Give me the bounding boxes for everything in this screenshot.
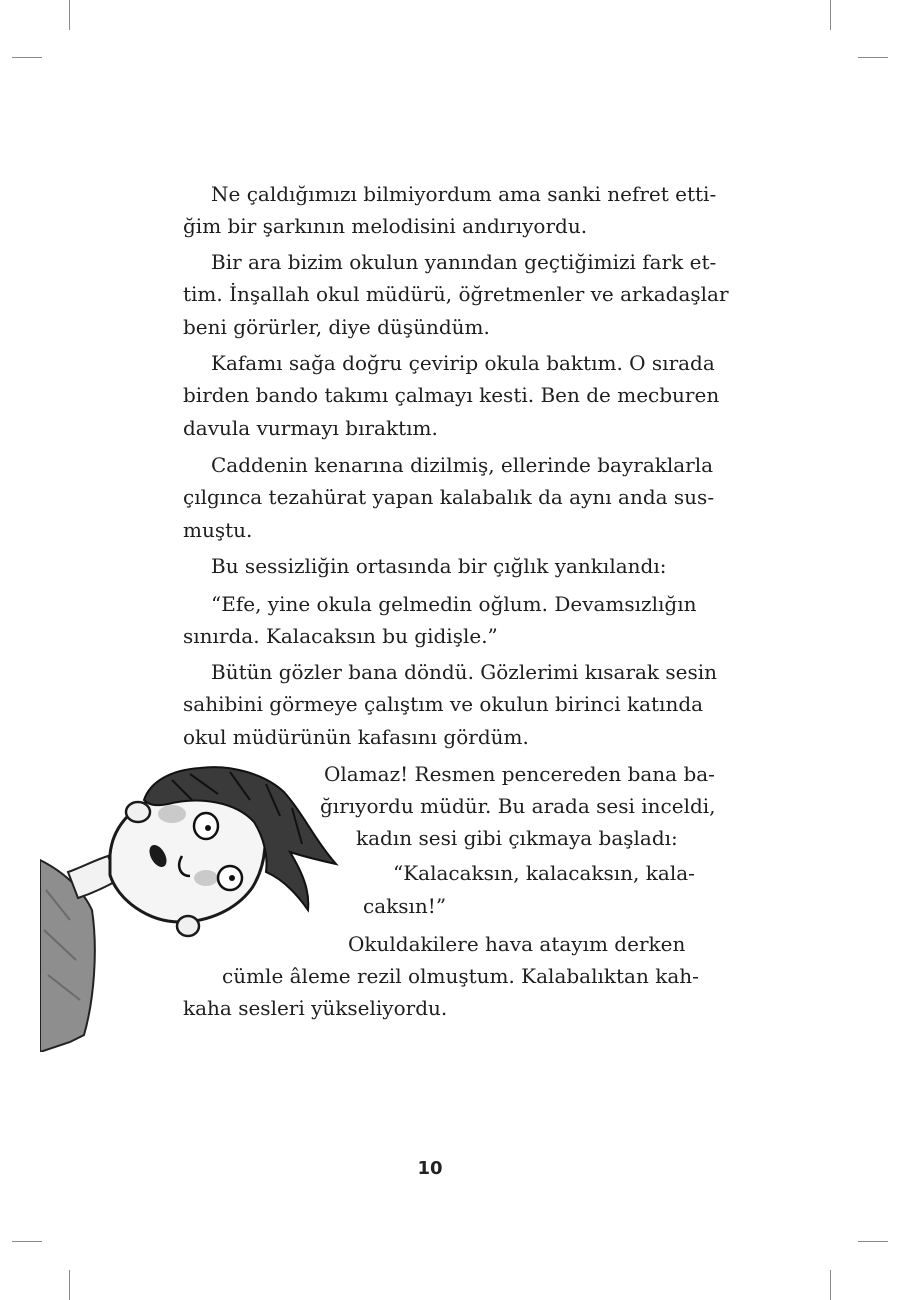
text-line: cümle âleme rezil olmuştum. Kalabalıktan kah- <box>222 964 699 988</box>
page-number: 10 <box>417 1158 443 1179</box>
text-line: beni görürler, diye düşündüm. <box>183 314 490 339</box>
text-line: birden bando takımı çalmayı kesti. Ben de mecburen <box>183 383 720 408</box>
text-line: ğırıyordu müdür. Bu arada sesi inceldi, <box>320 794 716 818</box>
crop-mark <box>12 57 42 58</box>
text-line: sahibini görmeye çalıştım ve okulun birinci katında <box>183 692 704 717</box>
text-line: Bütün gözler bana döndü. Gözlerimi kısarak sesin <box>211 660 718 684</box>
paragraph <box>183 656 718 753</box>
text-line: ğim bir şarkının melodisini andırıyordu. <box>183 214 588 239</box>
crop-mark <box>858 1241 888 1242</box>
text-line: Kafamı sağa doğru çevirip okula baktım. O sırada <box>211 351 715 375</box>
text-line: çılgınca tezahürat yapan kalabalık da aynı anda sus- <box>183 485 715 510</box>
crop-mark <box>69 1270 70 1300</box>
text-line: tim. İnşallah okul müdürü, öğretmenler ve arkadaşlar <box>183 282 729 307</box>
text-line: Olamaz! Resmen pencereden bana ba- <box>324 762 715 786</box>
crop-mark <box>830 0 831 30</box>
crop-mark <box>69 0 70 30</box>
paragraph <box>183 449 715 546</box>
text-line: caksın!” <box>363 894 447 918</box>
text-line: Bu sessizliğin ortasında bir çığlık yankılandı: <box>211 554 667 578</box>
paragraph <box>183 178 717 243</box>
text-line: kaha sesleri yükseliyordu. <box>183 996 448 1020</box>
text-line: kadın sesi gibi çıkmaya başladı: <box>356 826 678 850</box>
boy-head-illustration <box>40 760 350 1052</box>
paragraph <box>183 347 720 444</box>
text-line: Okuldakilere hava atayım derken <box>348 932 686 956</box>
paragraph <box>183 588 697 653</box>
paragraph <box>183 246 729 343</box>
crop-mark <box>858 57 888 58</box>
text-line: Ne çaldığımızı bilmiyordum ama sanki nefret etti- <box>211 182 717 206</box>
text-line: okul müdürünün kafasını gördüm. <box>183 724 529 749</box>
crop-mark <box>830 1270 831 1300</box>
text-line: Caddenin kenarına dizilmiş, ellerinde bayraklarla <box>211 453 714 477</box>
paragraph <box>183 550 677 582</box>
text-line: “Efe, yine okula gelmedin oğlum. Devamsızlığın <box>211 592 697 616</box>
text-line: muştu. <box>183 517 253 542</box>
text-line: Bir ara bizim okulun yanından geçtiğimizi fark et- <box>211 250 717 274</box>
crop-mark <box>12 1241 42 1242</box>
text-line: davula vurmayı bıraktım. <box>183 415 438 440</box>
text-line: sınırda. Kalacaksın bu gidişle.” <box>183 624 498 649</box>
text-line: “Kalacaksın, kalacaksın, kala- <box>393 861 695 885</box>
